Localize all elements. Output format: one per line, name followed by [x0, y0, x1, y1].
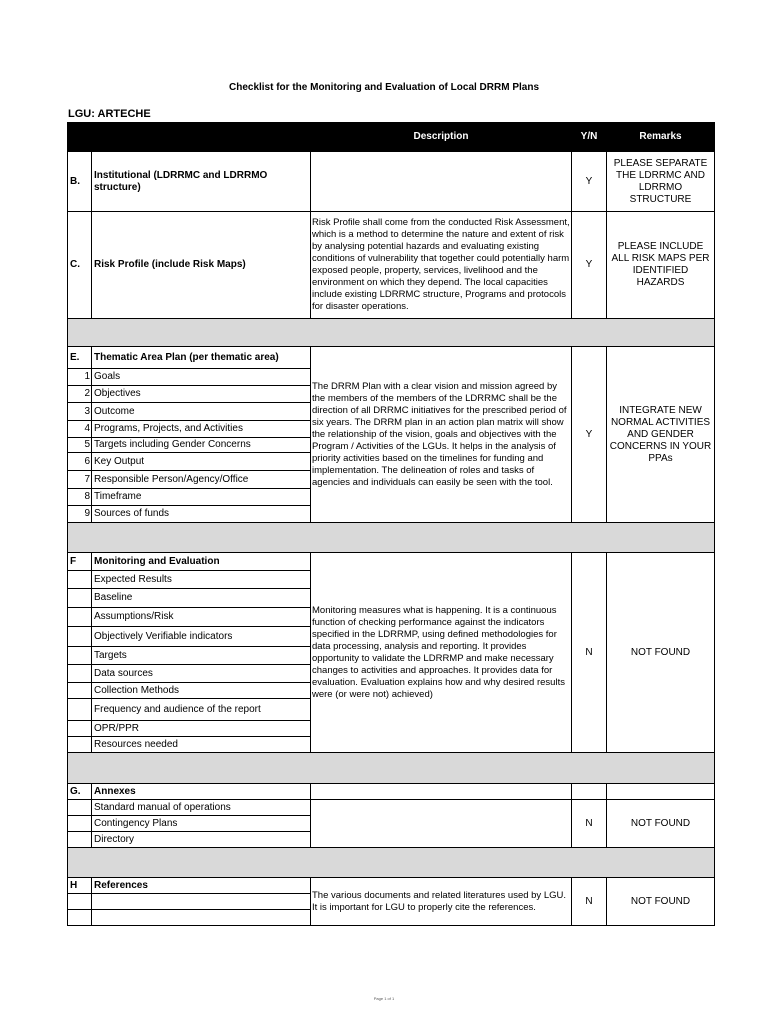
section-title: Annexes [92, 784, 311, 800]
item-label: Collection Methods [92, 683, 311, 699]
table-header-row [68, 123, 715, 152]
section-letter: B. [68, 152, 92, 212]
item-label: OPR/PPR [92, 721, 311, 737]
section-f-row [68, 553, 715, 571]
item-label: Resources needed [92, 737, 311, 753]
item-label: Objectives [92, 386, 311, 403]
section-g-row [68, 784, 715, 800]
list-item: 1 Goals [68, 369, 715, 386]
item-label: Expected Results [92, 571, 311, 589]
list-item: 8 Timeframe [68, 489, 715, 506]
list-item: 3 Outcome [68, 403, 715, 421]
item-label: Objectively Verifiable indicators [92, 627, 311, 647]
yn-value: Y [572, 152, 607, 212]
remarks-cell: PLEASE INCLUDE ALL RISK MAPS PER IDENTIFIED HAZARDS [607, 212, 715, 319]
item-label: Timeframe [92, 489, 311, 506]
header-yn: Y/N [572, 123, 607, 152]
section-title: Risk Profile (include Risk Maps) [92, 212, 311, 319]
remarks-cell: NOT FOUND [607, 800, 715, 848]
remarks-cell: NOT FOUND [607, 878, 715, 926]
section-letter: F [68, 553, 92, 571]
item-label: Targets [92, 647, 311, 665]
remarks-cell: NOT FOUND [607, 553, 715, 753]
item-label: Standard manual of operations [92, 800, 311, 816]
item-label: Assumptions/Risk [92, 608, 311, 627]
item-label: Contingency Plans [92, 816, 311, 832]
section-letter: H [68, 878, 92, 894]
item-label: Goals [92, 369, 311, 386]
section-title: Institutional (LDRRMC and LDRRMO structure) [92, 152, 311, 212]
list-item: 9 Sources of funds [68, 506, 715, 523]
yn-value: N [572, 800, 607, 848]
separator-row [68, 523, 715, 553]
item-label: Key Output [92, 453, 311, 471]
description-cell: The various documents and related literatures used by LGU. It is important for LGU to properly cite the references. [311, 878, 572, 926]
list-item: 7 Responsible Person/Agency/Office [68, 471, 715, 489]
section-letter: C. [68, 212, 92, 319]
separator-row [68, 848, 715, 878]
section-e-row [68, 347, 715, 369]
item-label: Baseline [92, 589, 311, 608]
separator-row [68, 319, 715, 347]
remarks-cell: PLEASE SEPARATE THE LDRRMC AND LDRRMO STRUCTURE [607, 152, 715, 212]
header-remarks: Remarks [607, 123, 715, 152]
item-label: Directory [92, 832, 311, 848]
description-cell: The DRRM Plan with a clear vision and mission agreed by the members of the members of the LDRRMC shall be the direction of all DRRMC initiatives for the prescribed period of six years. The DRRM plan in an action plan matrix will show the relationship of the vision, goals and objectives with the Program / Activities of the LGUs. It helps in the analysis of priority activities based on the timelines for funding and implementation. The delineation of roles and tasks of agencies and individuals can easily be seen with the tool. [311, 347, 572, 523]
section-h-row [68, 878, 715, 894]
item-label: Sources of funds [92, 506, 311, 523]
lgu-label: LGU: ARTECHE [68, 108, 151, 120]
separator-row [68, 753, 715, 784]
list-item [68, 800, 715, 816]
section-c-row [68, 212, 715, 319]
section-title: References [92, 878, 311, 894]
item-label: Responsible Person/Agency/Office [92, 471, 311, 489]
section-letter: E. [68, 347, 92, 369]
section-title: Thematic Area Plan (per thematic area) [92, 347, 311, 369]
list-item: 5 Targets including Gender Concerns [68, 438, 715, 453]
header-description: Description [311, 123, 572, 152]
list-item: 6 Key Output [68, 453, 715, 471]
remarks-cell: INTEGRATE NEW NORMAL ACTIVITIES AND GENDER CONCERNS IN YOUR PPAs [607, 347, 715, 523]
description-cell: Monitoring measures what is happening. It is a continuous function of checking performance against the indicators specified in the LDRRMP, using defined methodologies for data processing, analysis and reporting. It provides opportunity to validate the LDRRMP and make necessary changes to activities and approaches. It provides data for evaluation. Evaluation explains how and why desired results were (or were not) achieved) [311, 553, 572, 753]
item-label: Targets including Gender Concerns [92, 438, 311, 453]
section-letter: G. [68, 784, 92, 800]
checklist-table [67, 122, 715, 926]
description-cell: Risk Profile shall come from the conducted Risk Assessment, which is a method to determine the nature and extent of risk by analysing potential hazards and evaluating existing conditions of vulnerability that together could potentially harm exposed people, property, services, livelihood and the environment on which they depend. The local capacities include existing LDRRMC structure, Programs and protocols for disaster operations. [311, 212, 572, 319]
list-item: 4 Programs, Projects, and Activities [68, 421, 715, 438]
yn-value: N [572, 878, 607, 926]
item-label: Programs, Projects, and Activities [92, 421, 311, 438]
page-footer: Page 1 of 1 [373, 996, 395, 1001]
section-title: Monitoring and Evaluation [92, 553, 311, 571]
section-b-row [68, 152, 715, 212]
document-title: Checklist for the Monitoring and Evaluation of Local DRRM Plans [228, 82, 540, 93]
item-label: Outcome [92, 403, 311, 421]
yn-value: Y [572, 347, 607, 523]
yn-value: Y [572, 212, 607, 319]
list-item: 2 Objectives [68, 386, 715, 403]
item-label: Data sources [92, 665, 311, 683]
item-label: Frequency and audience of the report [92, 699, 311, 721]
yn-value: N [572, 553, 607, 753]
